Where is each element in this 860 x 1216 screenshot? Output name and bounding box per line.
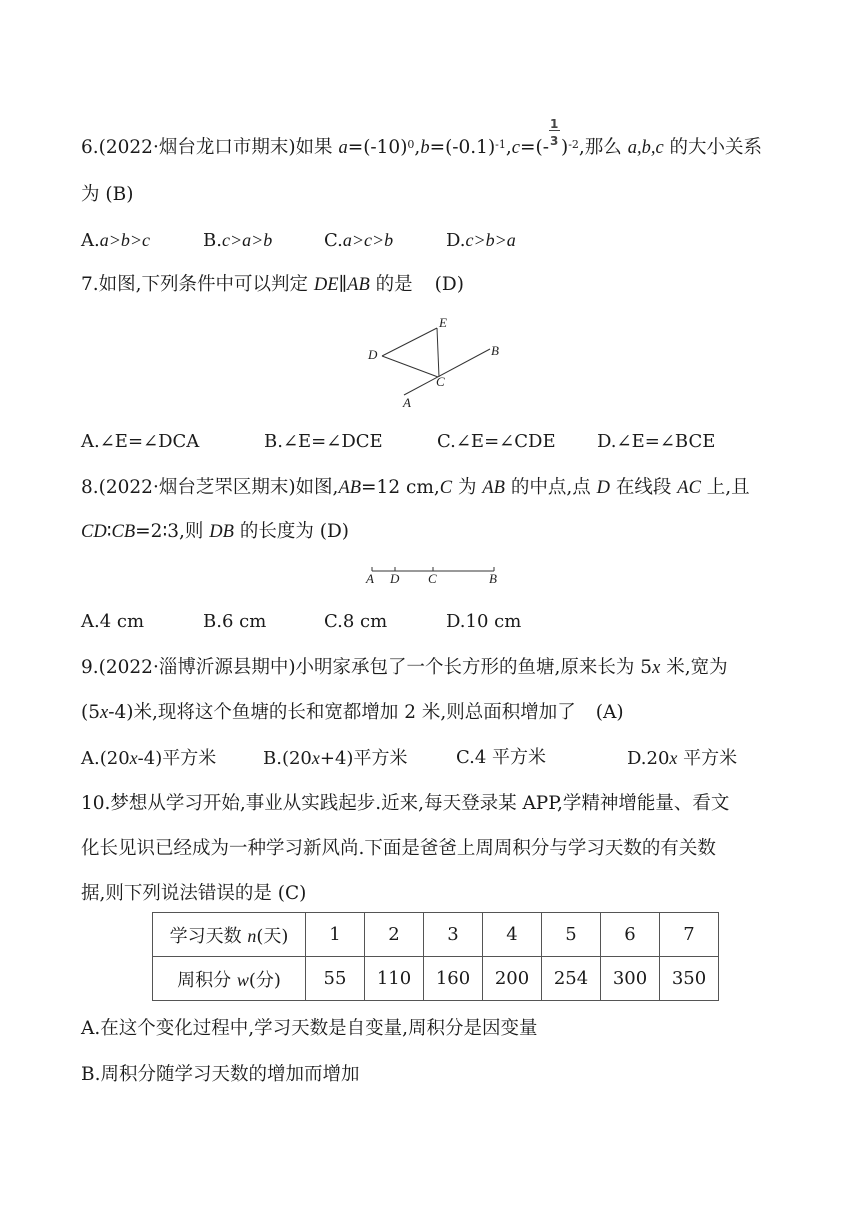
table-cell: 4: [483, 913, 542, 957]
segment-ab: AB: [482, 478, 505, 498]
option-text: +4)平方米: [319, 748, 408, 769]
label-d: D: [390, 571, 400, 586]
table-cell: 200: [483, 957, 542, 1001]
q9-text: 米,宽为: [660, 657, 728, 678]
q8-question: 的长度为 (D): [233, 521, 349, 542]
segment-db: DB: [209, 522, 234, 542]
table-cell: 55: [306, 957, 365, 1001]
segment-cd: CD: [81, 522, 107, 542]
q9-option-d: [627, 746, 737, 771]
segment-ac: AC: [677, 478, 701, 498]
q6-option-c: [324, 228, 393, 253]
q6-line2: 为 (B): [81, 184, 134, 205]
option-text: c>a>b: [221, 230, 273, 250]
q10-option-a: A.在这个变化过程中,学习天数是自变量,周积分是因变量: [81, 1018, 538, 1039]
table-row-days: [153, 913, 719, 957]
header-text: 学习天数: [169, 925, 248, 947]
q6-option-b: [203, 228, 272, 253]
parallel-symbol: ∥: [338, 274, 348, 295]
header-unit: (分): [248, 969, 281, 991]
q10-line2: 化长见识已经成为一种学习新风尚.下面是爸爸上周周积分与学习天数的有关数: [81, 838, 716, 859]
var-b: b: [420, 138, 430, 158]
q7-option-c: C.∠E=∠CDE: [437, 431, 556, 452]
var-x: x: [311, 748, 320, 768]
option-text: a>c>b: [342, 230, 394, 250]
label-c: C: [428, 571, 437, 586]
option-text: 平方米: [677, 748, 738, 769]
segment-de: DE: [313, 275, 339, 295]
q7-option-d: D.∠E=∠BCE: [597, 431, 716, 452]
var-x: x: [129, 748, 138, 768]
q8-option-c: C.8 cm: [324, 611, 388, 632]
ab-length: =12 cm,: [361, 477, 440, 498]
a-exponent: 0: [407, 138, 415, 151]
option-text: -4)平方米: [137, 748, 217, 769]
vars-abc: a,b,c: [627, 138, 664, 158]
table-cell: 3: [424, 913, 483, 957]
q10-data-table: [152, 912, 719, 1001]
q6-mid: ,那么: [578, 137, 628, 158]
var-w: w: [236, 969, 249, 990]
q7-prefix: 7.如图,下列条件中可以判定: [81, 274, 314, 295]
label-b: B: [491, 343, 499, 358]
label-d: D: [368, 347, 378, 362]
var-x: x: [669, 748, 678, 768]
ratio-symbol: ∶: [106, 521, 112, 542]
option-letter: A.: [81, 230, 100, 251]
label-b: B: [489, 571, 497, 586]
q9-text: (5: [81, 702, 100, 723]
table-cell: 7: [660, 913, 719, 957]
q10-option-b: B.周积分随学习天数的增加而增加: [81, 1064, 360, 1085]
line-de: [382, 328, 437, 356]
header-unit: (天): [256, 925, 289, 947]
q10-line3: 据,则下列说法错误的是 (C): [81, 883, 307, 904]
option-letter: B.: [203, 230, 222, 251]
q9-answer: (A): [595, 702, 624, 723]
q8-figure: [360, 560, 510, 590]
c-close-paren: ): [560, 137, 569, 158]
option-letter: D.: [446, 230, 466, 251]
b-exponent: -1: [495, 138, 506, 151]
q8-option-a: A.4 cm: [81, 611, 145, 632]
label-a: A: [366, 571, 374, 586]
header-text: 周积分: [177, 969, 237, 991]
q6-line1: 6.(2022·烟台龙口市期末)如果 $a=(-10)^0,b=(-0.1)^{-1},c=(-$ 1 3 )$^{-2}$,那么 a,b,c 的大小关系: [81, 136, 762, 160]
var-x: x: [652, 658, 661, 678]
var-c: c: [511, 138, 520, 158]
row-header-scores: [153, 957, 306, 1001]
table-cell: 350: [660, 957, 719, 1001]
line-dc: [382, 356, 438, 377]
q7-option-a: A.∠E=∠DCA: [81, 431, 200, 452]
q9-text: -4)米,现将这个鱼塘的长和宽都增加 2 米,则总面积增加了: [108, 702, 576, 723]
option-text: D.20: [627, 748, 670, 769]
q6-option-a: [81, 228, 150, 253]
table-cell: 6: [601, 913, 660, 957]
q9-line2: [81, 701, 624, 725]
q7-answer: (D): [434, 274, 464, 295]
q7-suffix: 的是: [369, 274, 413, 295]
q9-option-b: [263, 746, 407, 771]
q9-option-c: C.4 平方米: [456, 747, 547, 768]
c-expression: =(-: [520, 137, 549, 158]
line-ec: [437, 328, 439, 377]
table-cell: 254: [542, 957, 601, 1001]
q8-option-b: B.6 cm: [203, 611, 267, 632]
option-letter: C.: [324, 230, 343, 251]
q6-suffix: 的大小关系: [663, 137, 763, 158]
q8-text: 在线段: [610, 477, 678, 498]
option-text: A.(20: [81, 748, 130, 769]
table-cell: 5: [542, 913, 601, 957]
var-x: x: [100, 703, 109, 723]
fraction-one-third: [549, 117, 561, 160]
point-d: D: [596, 478, 611, 498]
c-exponent: -2: [568, 138, 579, 151]
a-expression: =(-10): [347, 137, 408, 158]
b-expression: =(-0.1): [429, 137, 496, 158]
q7-line1: [81, 273, 464, 297]
q9-line1: [81, 656, 728, 680]
label-a: A: [403, 395, 411, 410]
q6-prefix: 6.(2022·烟台龙口市期末)如果: [81, 137, 339, 158]
q7-figure: [360, 310, 510, 410]
q8-text: 上,且: [700, 477, 750, 498]
q8-line2: [81, 520, 349, 544]
q8-text: 的中点,点: [504, 477, 597, 498]
point-c: C: [439, 478, 453, 498]
q8-option-d: D.10 cm: [446, 611, 522, 632]
segment-cb: CB: [111, 522, 136, 542]
fraction-numerator: 1: [549, 117, 559, 131]
label-c: C: [436, 374, 445, 389]
q8-line1: [81, 476, 750, 500]
q9-option-a: [81, 746, 216, 771]
label-e: E: [439, 315, 447, 330]
q8-text: 为: [452, 477, 483, 498]
segment-ab: AB: [338, 478, 362, 498]
q8-prefix: 8.(2022·烟台芝罘区期末)如图,: [81, 477, 339, 498]
q6-option-d: [446, 228, 516, 253]
option-text: B.(20: [263, 748, 312, 769]
segment-ab: AB: [347, 275, 370, 295]
option-text: c>b>a: [465, 230, 516, 250]
q10-line1: 10.梦想从学习开始,事业从实践起步.近来,每天登录某 APP,学精神增能量、看文: [81, 793, 730, 814]
table-cell: 2: [365, 913, 424, 957]
line-ab: [404, 349, 490, 395]
table-cell: 110: [365, 957, 424, 1001]
table-cell: 1: [306, 913, 365, 957]
var-n: n: [247, 925, 257, 946]
ratio-value: =2∶3,则: [135, 521, 210, 542]
var-a: a: [338, 138, 348, 158]
row-header-days: [153, 913, 306, 957]
q9-prefix: 9.(2022·淄博沂源县期中)小明家承包了一个长方形的鱼塘,原来长为 5: [81, 657, 653, 678]
q7-option-b: B.∠E=∠DCE: [264, 431, 383, 452]
table-row-scores: [153, 957, 719, 1001]
table-cell: 300: [601, 957, 660, 1001]
table-cell: 160: [424, 957, 483, 1001]
fraction-denominator: 3: [549, 134, 559, 148]
option-text: a>b>c: [99, 230, 151, 250]
